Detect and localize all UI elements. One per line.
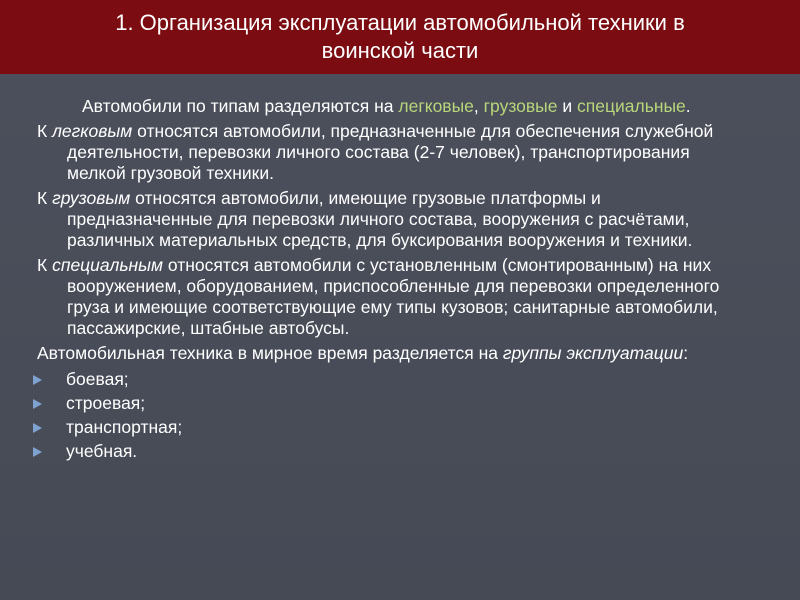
light-text: относятся автомобили, предназначенные для обеспечения служебной деятельности, перевозки личного состава (2-7 человек), транспортирования мелкой грузовой техники. [67, 121, 714, 183]
groups-term: группы эксплуатации [502, 343, 684, 363]
slide-title [0, 0, 800, 74]
special-text: относятся автомобили с установленным (смонтированным) на них вооружением, оборудованием, приспособленные для перевозки определенного груза и имеющие соответствующие ему типы кузовов; санитарные автомобили, пассажирские, штабные автобусы. [67, 255, 720, 338]
intro-end: . [685, 96, 691, 116]
intro-separator-2: и [557, 96, 577, 116]
title-line-1: 1. Организация эксплуатации автомобильной техники в [115, 10, 685, 35]
list-item [0, 391, 800, 415]
term-light-highlight: легковые [398, 96, 474, 116]
triangle-bullet-icon [33, 399, 42, 409]
list-item-label: строевая; [66, 393, 146, 413]
list-item [0, 415, 800, 439]
cargo-text: относятся автомобили, имеющие грузовые платформы и предназначенные для перевозки личного состава, вооружения с расчётами, различных материальных средств, для буксирования вооружения и техники. [67, 188, 693, 250]
intro-text: Автомобили по типам разделяются на [82, 96, 399, 116]
special-lead: К [37, 255, 53, 275]
special-term: специальным [52, 255, 164, 275]
special-vehicles-paragraph [0, 255, 800, 339]
groups-end: : [683, 343, 689, 363]
list-item-label: учебная. [66, 441, 138, 461]
slide-body [0, 96, 800, 463]
cargo-vehicles-paragraph [0, 188, 800, 251]
triangle-bullet-icon [33, 375, 42, 385]
triangle-bullet-icon [33, 423, 42, 433]
list-item-label: транспортная; [66, 417, 183, 437]
cargo-term: грузовым [52, 188, 131, 208]
triangle-bullet-icon [33, 447, 42, 457]
term-special-highlight: специальные [577, 96, 686, 116]
title-line-2: воинской части [321, 38, 479, 63]
list-item-label: боевая; [66, 369, 129, 389]
list-item [0, 367, 800, 391]
groups-list [0, 367, 800, 463]
list-item [0, 439, 800, 463]
light-term: легковым [52, 121, 133, 141]
groups-paragraph [0, 343, 800, 364]
intro-separator-1: , [473, 96, 484, 116]
intro-paragraph [0, 96, 800, 117]
light-vehicles-paragraph [0, 121, 800, 184]
groups-text: Автомобильная техника в мирное время разделяется на [37, 343, 503, 363]
term-cargo-highlight: грузовые [483, 96, 558, 116]
light-lead: К [37, 121, 53, 141]
cargo-lead: К [37, 188, 53, 208]
